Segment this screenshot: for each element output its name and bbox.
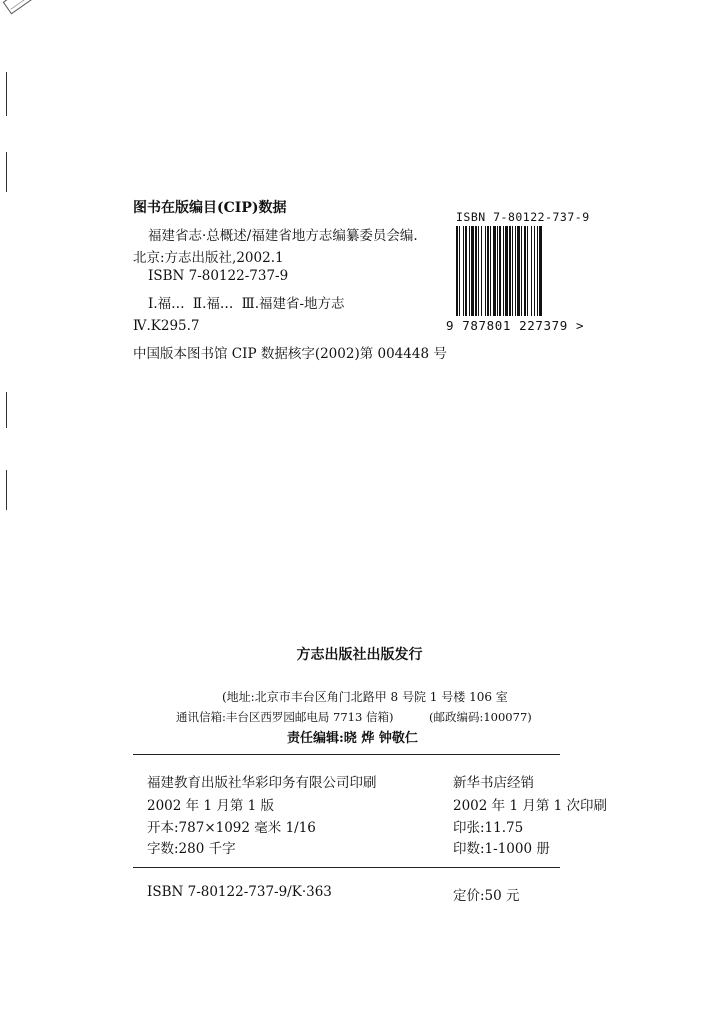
responsible-editors: 责任编辑:晓 烨 钟敬仁 (287, 731, 418, 746)
barcode-bar (534, 226, 535, 316)
cip-line-title: 福建省志·总概述/福建省地方志编纂委员会编. (148, 228, 418, 244)
barcode-bar (539, 226, 542, 316)
barcode-bar (487, 226, 489, 316)
printing: 2002 年 1 月第 1 次印刷 (453, 798, 607, 814)
publisher-mailbox: 通讯信箱:丰台区西罗园邮电局 7713 信箱) (176, 710, 394, 724)
barcode-bar (512, 226, 513, 316)
barcode-bar (465, 226, 467, 316)
edition: 2002 年 1 月第 1 版 (147, 798, 274, 814)
barcode-bar (459, 226, 460, 316)
barcode-bar (521, 226, 522, 316)
barcode-bar (524, 226, 526, 316)
cip-line-classification: Ⅳ.K295.7 (133, 318, 200, 334)
barcode-bar (503, 226, 504, 316)
barcode-bar (531, 226, 532, 316)
barcode-digits: 9 787801 227379 > (446, 318, 585, 333)
footer-isbn: ISBN 7-80122-737-9/K·363 (147, 884, 332, 900)
barcode-bar (471, 226, 474, 316)
cip-line-publisher: 北京:方志出版社,2002.1 (133, 250, 284, 266)
barcode-bar (509, 226, 511, 316)
format: 开本:787×1092 毫米 1/16 (147, 820, 316, 836)
cip-record-number: 中国版本图书馆 CIP 数据核字(2002)第 004448 号 (133, 346, 447, 362)
divider-top (133, 754, 560, 755)
barcode-bar (481, 226, 482, 316)
barcode-bar (515, 226, 516, 316)
barcode-bar (499, 226, 501, 316)
publisher-postcode: (邮政编码:100077) (429, 710, 532, 724)
barcode-bar (463, 226, 464, 316)
barcode-bar (493, 226, 496, 316)
barcode-bar (537, 226, 538, 316)
cip-line-isbn: ISBN 7-80122-737-9 (148, 268, 289, 284)
scan-mark (6, 392, 7, 428)
price: 定价:50 元 (453, 888, 520, 904)
watermark-stamp (2, 0, 66, 40)
barcode-bar (469, 226, 470, 316)
barcode-bar (527, 226, 528, 316)
printer: 福建教育出版社华彩印务有限公司印刷 (147, 775, 377, 791)
scan-mark (6, 72, 7, 116)
scan-mark (6, 152, 7, 192)
cip-title: 图书在版编目(CIP)数据 (133, 200, 287, 216)
publisher-address: (地址:北京市丰台区角门北路甲 8 号院 1 号楼 106 室 (222, 690, 508, 704)
barcode-bar (485, 226, 486, 316)
print-run: 印数:1-1000 册 (453, 841, 550, 857)
cip-line-subjects: Ⅰ.福… Ⅱ.福… Ⅲ.福建省-地方志 (148, 296, 345, 312)
barcode-bar (505, 226, 508, 316)
barcode-bar (475, 226, 477, 316)
barcode-bar (517, 226, 520, 316)
divider-bottom (133, 867, 560, 868)
barcode-bar (497, 226, 498, 316)
publisher-heading: 方志出版社出版发行 (296, 647, 423, 663)
barcode-bar (456, 226, 458, 316)
barcode-bar (490, 226, 491, 316)
barcode-bar (478, 226, 479, 316)
scan-mark (6, 470, 7, 510)
sheets: 印张:11.75 (453, 820, 524, 836)
word-count: 字数:280 千字 (147, 841, 236, 857)
distributor: 新华书店经销 (453, 775, 534, 791)
barcode-bars (454, 226, 580, 318)
barcode-isbn-label: ISBN 7-80122-737-9 (456, 210, 590, 224)
